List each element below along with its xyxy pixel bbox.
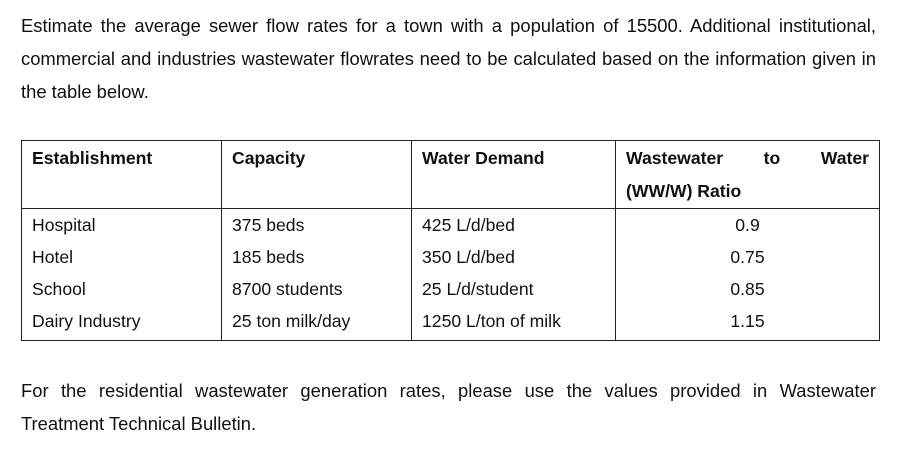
- cell-water-demand: 425 L/d/bed: [412, 209, 616, 242]
- table-row: [22, 273, 880, 305]
- cell-water-demand: 25 L/d/student: [412, 273, 616, 305]
- cell-capacity: 8700 students: [222, 273, 412, 305]
- outro-paragraph: For the residential wastewater generation rates, please use the values provided in Wastewater Treatment Technical Bulletin.: [21, 380, 876, 434]
- cell-capacity: 185 beds: [222, 241, 412, 273]
- cell-establishment: School: [22, 273, 222, 305]
- cell-ratio: 0.75: [616, 241, 880, 273]
- header-capacity: Capacity: [222, 141, 412, 209]
- header-ww-ratio: [616, 141, 880, 209]
- ratio-header-word-water: Water: [820, 148, 869, 168]
- cell-water-demand: 350 L/d/bed: [412, 241, 616, 273]
- table-header-row: [22, 141, 880, 209]
- cell-capacity: 375 beds: [222, 209, 412, 242]
- ratio-header-line2: (WW/W) Ratio: [626, 181, 742, 201]
- cell-establishment: Dairy Industry: [22, 305, 222, 341]
- header-establishment: Establishment: [22, 141, 222, 209]
- ratio-header-word-wastewater: Wastewater: [626, 148, 724, 168]
- table-row: [22, 305, 880, 341]
- establishment-table: [21, 140, 880, 341]
- intro-paragraph: Estimate the average sewer flow rates for a town with a population of 15500. Additional institutional, commercial and industries wastewater flowrates need to be calculated based on the information given in the table below.: [21, 15, 876, 102]
- ratio-header-word-to: to: [763, 148, 781, 168]
- cell-establishment: Hospital: [22, 209, 222, 242]
- header-water-demand: Water Demand: [412, 141, 616, 209]
- cell-ratio: 0.85: [616, 273, 880, 305]
- cell-establishment: Hotel: [22, 241, 222, 273]
- cell-water-demand: 1250 L/ton of milk: [412, 305, 616, 341]
- ratio-header-line1: [626, 142, 869, 175]
- cell-ratio: 0.9: [616, 209, 880, 242]
- table-row: [22, 241, 880, 273]
- table-row: [22, 209, 880, 242]
- cell-capacity: 25 ton milk/day: [222, 305, 412, 341]
- cell-ratio: 1.15: [616, 305, 880, 341]
